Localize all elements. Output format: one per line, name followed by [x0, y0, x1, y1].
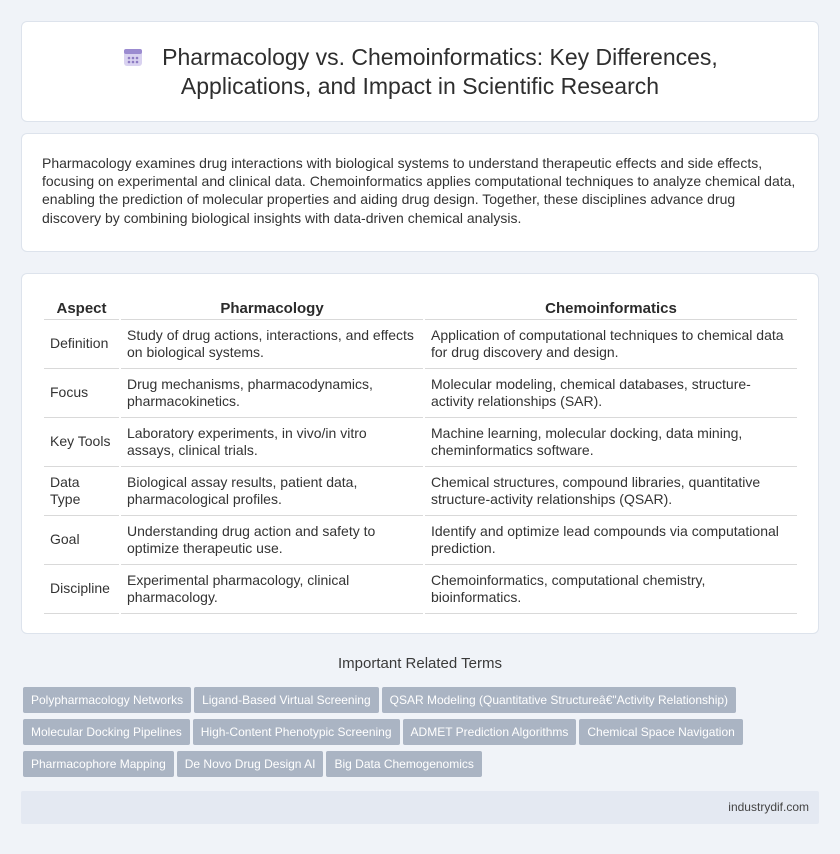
related-term-tag[interactable]: Molecular Docking Pipelines	[23, 719, 190, 745]
related-term-tag[interactable]: Big Data Chemogenomics	[326, 751, 481, 777]
footer-site[interactable]: industrydif.com	[728, 800, 809, 814]
footer	[21, 791, 819, 824]
comparison-card	[21, 273, 819, 634]
cell-pharmacology: Biological assay results, patient data, pharmacological profiles.	[121, 467, 423, 516]
cell-chemoinformatics: Chemical structures, compound libraries, quantitative structure-activity relationships (QSAR).	[425, 467, 797, 516]
table-row	[44, 565, 797, 614]
cell-chemoinformatics: Application of computational techniques to chemical data for drug discovery and design.	[425, 320, 797, 369]
cell-aspect: Definition	[44, 320, 119, 369]
related-term-tag[interactable]: High-Content Phenotypic Screening	[193, 719, 400, 745]
related-term-tag[interactable]: Chemical Space Navigation	[579, 719, 742, 745]
related-term-tag[interactable]: Polypharmacology Networks	[23, 687, 191, 713]
related-term-tag[interactable]: ADMET Prediction Algorithms	[403, 719, 577, 745]
cell-aspect: Key Tools	[44, 418, 119, 467]
table-row	[44, 516, 797, 565]
header-chemoinformatics: Chemoinformatics	[425, 294, 797, 320]
related-terms-list	[23, 687, 823, 783]
table-row	[44, 320, 797, 369]
comparison-table	[42, 294, 799, 614]
related-term-tag[interactable]: Ligand-Based Virtual Screening	[194, 687, 379, 713]
related-term-tag[interactable]: QSAR Modeling (Quantitative Structureâ€"Activity Relationship)	[382, 687, 736, 713]
title-card	[21, 21, 819, 122]
intro-card	[21, 133, 819, 252]
cell-pharmacology: Drug mechanisms, pharmacodynamics, pharmacokinetics.	[121, 369, 423, 418]
cell-chemoinformatics: Machine learning, molecular docking, data mining, cheminformatics software.	[425, 418, 797, 467]
table-header-row	[44, 294, 797, 320]
table-row	[44, 418, 797, 467]
cell-chemoinformatics: Identify and optimize lead compounds via computational prediction.	[425, 516, 797, 565]
cell-aspect: Focus	[44, 369, 119, 418]
related-term-tag[interactable]: Pharmacophore Mapping	[23, 751, 174, 777]
cell-aspect: Goal	[44, 516, 119, 565]
table-row	[44, 369, 797, 418]
page-title: Pharmacology vs. Chemoinformatics: Key Differences, Applications, and Impact in Scientific Research	[162, 43, 718, 99]
related-term-tag[interactable]: De Novo Drug Design AI	[177, 751, 324, 777]
header-pharmacology: Pharmacology	[121, 294, 423, 320]
cell-aspect: Data Type	[44, 467, 119, 516]
cell-pharmacology: Experimental pharmacology, clinical pharmacology.	[121, 565, 423, 614]
calendar-icon	[122, 46, 144, 68]
intro-text: Pharmacology examines drug interactions with biological systems to understand therapeutic effects and side effects, focusing on experimental and clinical data. Chemoinformatics applies computational techniques to analyze chemical data, enabling the prediction of molecular properties and aiding drug design. Together, these disciplines advance drug discovery by combining biological insights with data-driven chemical analysis.	[42, 155, 796, 226]
cell-chemoinformatics: Molecular modeling, chemical databases, structure-activity relationships (SAR).	[425, 369, 797, 418]
cell-pharmacology: Understanding drug action and safety to optimize therapeutic use.	[121, 516, 423, 565]
table-row	[44, 467, 797, 516]
page-title-wrap	[62, 43, 778, 101]
related-terms-title: Important Related Terms	[338, 655, 502, 672]
cell-pharmacology: Laboratory experiments, in vivo/in vitro assays, clinical trials.	[121, 418, 423, 467]
cell-chemoinformatics: Chemoinformatics, computational chemistry, bioinformatics.	[425, 565, 797, 614]
header-aspect: Aspect	[44, 294, 119, 320]
cell-aspect: Discipline	[44, 565, 119, 614]
cell-pharmacology: Study of drug actions, interactions, and effects on biological systems.	[121, 320, 423, 369]
